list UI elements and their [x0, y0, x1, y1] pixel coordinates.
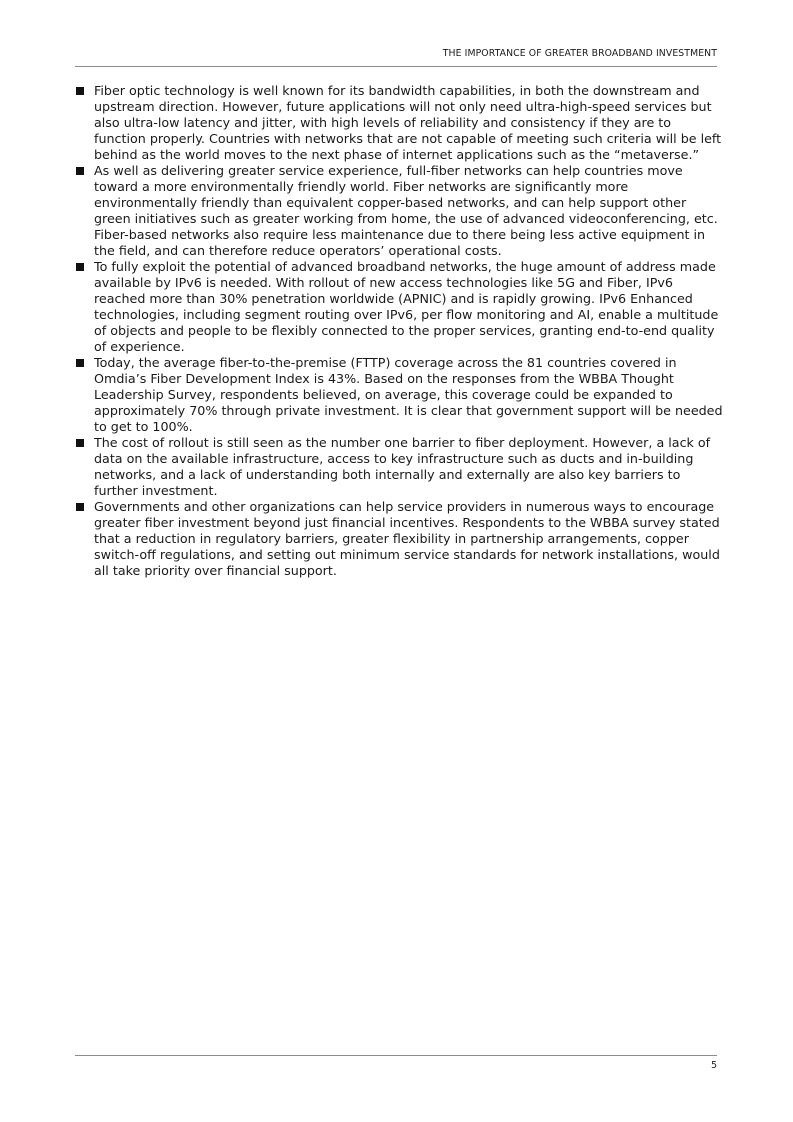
square-bullet-icon	[76, 87, 84, 95]
bullet-text: Fiber optic technology is well known for its bandwidth capabilities, in both the downstream and upstream direction. However, future applications will not only need ultra-high-speed services but also ultra-low latency and jitter, with high levels of reliability and consistency if they are to function properly. Countries with networks that are not capable of meeting such criteria will be left behind as the world moves to the next phase of internet applications such as the “metaverse.”	[94, 83, 722, 162]
bullet-list	[75, 83, 725, 579]
bullet-text: To fully exploit the potential of advanced broadband networks, the huge amount of address made available by IPv6 is needed. With rollout of new access technologies like 5G and Fiber, IPv6 reached more than 30% penetration worldwide (APNIC) and is rapidly growing. IPv6 Enhanced technologies, including segment routing over IPv6, per flow monitoring and AI, enable a multitude of objects and people to be flexibly connected to the proper services, granting end-to-end quality of experience.	[94, 259, 719, 354]
bullet-text: Today, the average fiber-to-the-premise (FTTP) coverage across the 81 countries covered in Omdia’s Fiber Development Index is 43%. Based on the responses from the WBBA Thought Leadership Survey, respondents believed, on average, this coverage could be expanded to approximately 70% through private investment. It is clear that government support will be needed to get to 100%.	[94, 355, 723, 434]
header-title: THE IMPORTANCE OF GREATER BROADBAND INVESTMENT	[442, 48, 717, 59]
page-footer	[75, 1055, 717, 1071]
bullet-item-environment	[75, 163, 725, 259]
page-header	[75, 48, 717, 67]
bullet-text: Governments and other organizations can help service providers in numerous ways to encourage greater fiber investment beyond just financial incentives. Respondents to the WBBA survey stated that a reduction in regulatory barriers, greater flexibility in partnership arrangements, copper switch-off regulations, and setting out minimum service standards for network installations, would all take priority over financial support.	[94, 499, 720, 578]
square-bullet-icon	[76, 503, 84, 511]
bullet-item-rollout-cost	[75, 435, 725, 499]
bullet-item-fttp-coverage	[75, 355, 725, 435]
square-bullet-icon	[76, 167, 84, 175]
square-bullet-icon	[76, 359, 84, 367]
bullet-text: The cost of rollout is still seen as the number one barrier to fiber deployment. However, a lack of data on the available infrastructure, access to key infrastructure such as ducts and in-building networks, and a lack of understanding both internally and externally are also key barriers to further investment.	[94, 435, 711, 498]
page-number: 5	[711, 1060, 717, 1071]
main-content	[75, 83, 725, 579]
bullet-item-fiber-bandwidth	[75, 83, 725, 163]
bullet-text: As well as delivering greater service experience, full-fiber networks can help countries move toward a more environmentally friendly world. Fiber networks are significantly more environmentally friendly than equivalent copper-based networks, and can help support other green initiatives such as greater working from home, the use of advanced videoconferencing, etc. Fiber-based networks also require less maintenance due to there being less active equipment in the field, and can therefore reduce operators’ operational costs.	[94, 163, 718, 258]
square-bullet-icon	[76, 439, 84, 447]
bullet-item-ipv6	[75, 259, 725, 355]
bullet-item-government-support	[75, 499, 725, 579]
square-bullet-icon	[76, 263, 84, 271]
